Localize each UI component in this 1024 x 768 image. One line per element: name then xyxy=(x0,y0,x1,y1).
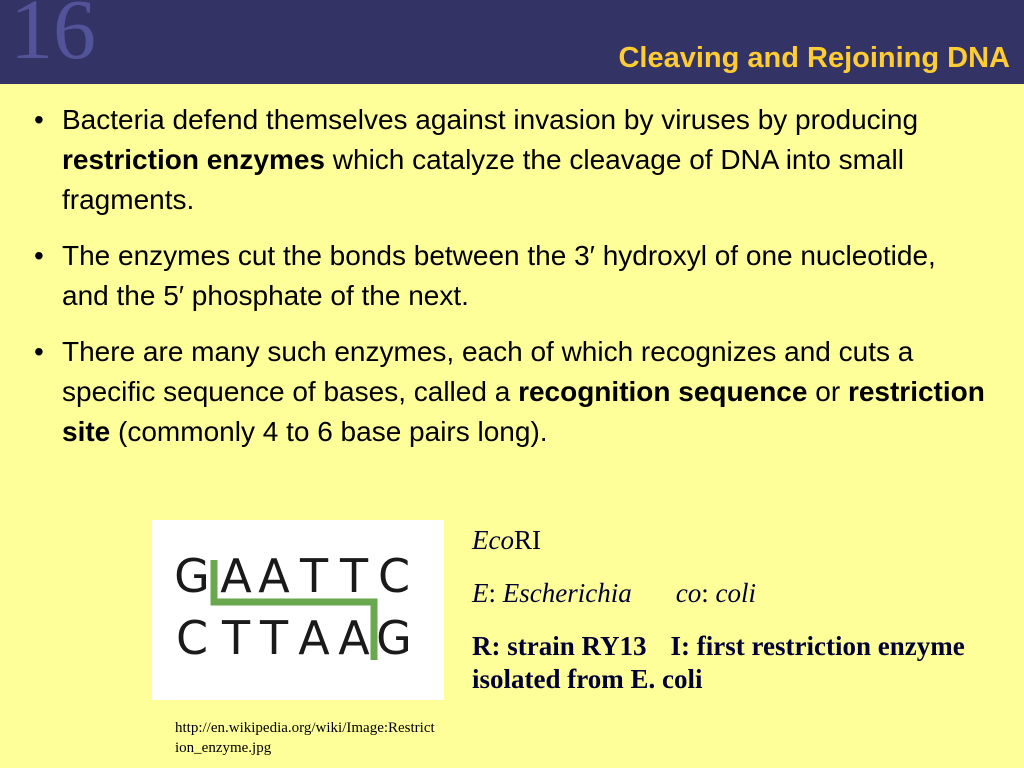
chapter-number: 16 xyxy=(10,0,96,77)
bullet-emphasis: recognition sequence xyxy=(518,376,808,407)
bullet-emphasis: restriction enzymes xyxy=(62,144,325,175)
bullet-text: or xyxy=(807,376,848,407)
top-strand-base: T xyxy=(299,549,329,603)
top-strand-base: A xyxy=(220,549,252,603)
bullet-emphasis: restriction site xyxy=(62,376,985,447)
image-source-caption: http://en.wikipedia.org/wiki/Image:Restriction_enzyme.jpg xyxy=(175,720,435,756)
bottom-strand-base: A xyxy=(298,611,330,665)
restriction-site-figure xyxy=(152,520,444,700)
bottom-strand-base: T xyxy=(221,611,251,665)
name-derivation: E: Escherichia co: coli xyxy=(472,578,756,608)
bullet-text: Bacteria defend themselves against invasion by viruses by producing xyxy=(62,104,919,135)
slide-title: Cleaving and Rejoining DNA xyxy=(618,42,1010,74)
bullet-item xyxy=(30,332,990,452)
top-strand xyxy=(174,549,410,603)
bottom-strand-base: T xyxy=(259,611,289,665)
bottom-strand-base: C xyxy=(175,611,209,665)
top-strand-base: T xyxy=(339,549,369,603)
bullet-text: There are many such enzymes, each of which recognizes and cuts a specific sequence of bases, called a xyxy=(62,336,914,407)
dna-sequence-diagram xyxy=(152,520,444,700)
bullet-dot: • xyxy=(34,336,44,367)
bottom-strand xyxy=(176,611,412,665)
ecori-info xyxy=(472,524,1012,716)
bullet-text: The enzymes cut the bonds between the 3′ hydroxyl of one nucleotide, and the 5′ phosphate of the next. xyxy=(62,240,936,311)
strain-info: R: strain RY13 I: first restriction enzyme isolated from E. coli xyxy=(472,631,965,694)
bullet-text: which catalyze the cleavage of DNA into small fragments. xyxy=(62,144,904,215)
bullet-dot: • xyxy=(34,104,44,135)
bullet-item xyxy=(30,236,990,316)
bullet-list xyxy=(30,100,990,468)
bottom-strand-base: G xyxy=(376,611,412,665)
top-strand-base: G xyxy=(174,549,210,603)
header-bar xyxy=(0,0,1024,84)
enzyme-name: EcoRI xyxy=(472,525,541,555)
bullet-text: (commonly 4 to 6 base pairs long). xyxy=(110,416,548,447)
top-strand-base: A xyxy=(258,549,290,603)
bullet-item xyxy=(30,100,990,220)
top-strand-base: C xyxy=(377,549,411,603)
bullet-dot: • xyxy=(34,240,44,271)
bottom-strand-base: A xyxy=(338,611,370,665)
